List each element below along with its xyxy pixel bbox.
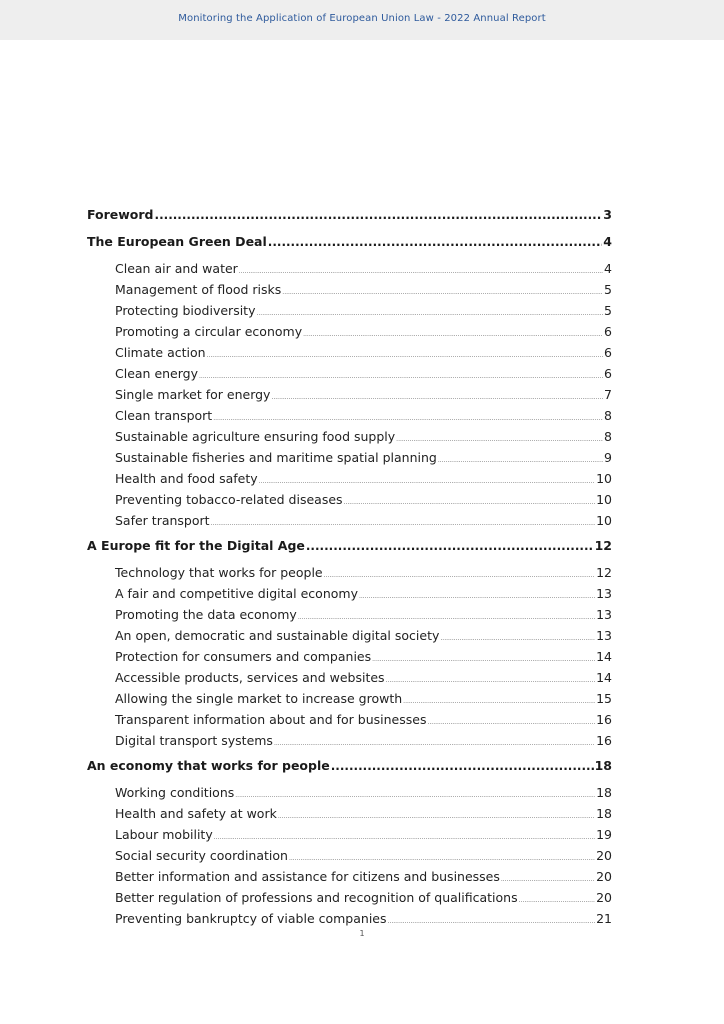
toc-section-title: Social security coordination: [115, 848, 288, 863]
toc-section-entry[interactable]: [87, 405, 612, 426]
toc-chapter-title: An economy that works for people: [87, 758, 330, 773]
toc-section-title: Working conditions: [115, 785, 235, 800]
dot-leader: [331, 755, 594, 777]
toc-section-entry[interactable]: [87, 824, 612, 845]
toc-section-entry[interactable]: [87, 709, 612, 730]
toc-section-entry[interactable]: [87, 447, 612, 468]
toc-section-title: Clean transport: [115, 408, 213, 423]
toc-chapter-title: The European Green Deal: [87, 234, 267, 249]
toc-section-entry[interactable]: [87, 468, 612, 489]
toc-section-title: Safer transport: [115, 513, 210, 528]
dot-leader: [386, 670, 596, 691]
dot-leader: [344, 492, 596, 513]
toc-section-page: 12: [596, 565, 612, 580]
toc-chapter-entry[interactable]: [87, 755, 612, 776]
dot-leader: [282, 282, 603, 303]
dot-leader: [256, 303, 603, 324]
toc-section-page: 19: [596, 827, 612, 842]
toc-section-entry[interactable]: [87, 625, 612, 646]
toc-section-entry[interactable]: [87, 604, 612, 625]
toc-section-title: Accessible products, services and websites: [115, 670, 385, 685]
toc-section-title: Transparent information about and for businesses: [115, 712, 427, 727]
dot-leader: [155, 204, 603, 226]
toc-section-entry[interactable]: [87, 908, 612, 929]
toc-section-title: Protecting biodiversity: [115, 303, 256, 318]
toc-section-page: 5: [604, 303, 612, 318]
dot-leader: [372, 649, 595, 670]
toc-section-page: 8: [604, 408, 612, 423]
toc-section-entry[interactable]: [87, 782, 612, 803]
toc-section-title: Health and food safety: [115, 471, 258, 486]
toc-section-page: 4: [604, 261, 612, 276]
dot-leader: [303, 324, 603, 345]
toc-section-page: 13: [596, 628, 612, 643]
toc-section-title: Digital transport systems: [115, 733, 273, 748]
toc-section-group: [87, 258, 612, 531]
toc-section-title: Preventing tobacco-related diseases: [115, 492, 343, 507]
toc-section-entry[interactable]: [87, 730, 612, 751]
toc-section-page: 6: [604, 324, 612, 339]
dot-leader: [211, 513, 596, 534]
toc-section-title: An open, democratic and sustainable digital society: [115, 628, 440, 643]
toc-section-page: 7: [604, 387, 612, 402]
toc-section-entry[interactable]: [87, 510, 612, 531]
toc-section-entry[interactable]: [87, 384, 612, 405]
toc-section-entry[interactable]: [87, 258, 612, 279]
toc-section-entry[interactable]: [87, 667, 612, 688]
toc-chapter-entry[interactable]: [87, 535, 612, 556]
dot-leader: [235, 785, 595, 806]
toc-section-title: Health and safety at work: [115, 806, 277, 821]
toc-section-entry[interactable]: [87, 583, 612, 604]
toc-chapter-page: 3: [603, 207, 612, 222]
toc-section-title: Clean energy: [115, 366, 199, 381]
dot-leader: [271, 387, 603, 408]
toc-section-entry[interactable]: [87, 562, 612, 583]
table-of-contents: [87, 204, 612, 933]
dot-leader: [274, 733, 595, 754]
toc-section-page: 6: [604, 366, 612, 381]
dot-leader: [278, 806, 595, 827]
dot-leader: [324, 565, 595, 586]
dot-leader: [359, 586, 595, 607]
toc-section-title: Sustainable agriculture ensuring food supply: [115, 429, 396, 444]
toc-section-page: 20: [596, 890, 612, 905]
toc-section-page: 15: [596, 691, 612, 706]
toc-section-entry[interactable]: [87, 845, 612, 866]
toc-section-entry[interactable]: [87, 803, 612, 824]
toc-section-page: 10: [596, 471, 612, 486]
toc-section-entry[interactable]: [87, 887, 612, 908]
toc-section-title: Technology that works for people: [115, 565, 323, 580]
toc-section-title: Labour mobility: [115, 827, 213, 842]
toc-section-title: Better information and assistance for citizens and businesses: [115, 869, 500, 884]
toc-section-page: 13: [596, 586, 612, 601]
dot-leader: [207, 345, 603, 366]
toc-section-page: 10: [596, 513, 612, 528]
toc-section-page: 6: [604, 345, 612, 360]
page-header: [0, 0, 724, 40]
toc-chapter-entry[interactable]: [87, 204, 612, 225]
toc-section-title: Promoting a circular economy: [115, 324, 303, 339]
toc-section-title: Climate action: [115, 345, 206, 360]
toc-section-group: [87, 782, 612, 929]
toc-chapter-title: A Europe fit for the Digital Age: [87, 538, 305, 553]
toc-section-group: [87, 562, 612, 751]
toc-section-entry[interactable]: [87, 300, 612, 321]
toc-section-entry[interactable]: [87, 646, 612, 667]
toc-section-title: Allowing the single market to increase growth: [115, 691, 403, 706]
toc-section-title: Sustainable fisheries and maritime spatial planning: [115, 450, 437, 465]
toc-chapter-page: 12: [594, 538, 612, 553]
dot-leader: [306, 535, 594, 557]
toc-section-page: 13: [596, 607, 612, 622]
toc-chapter-page: 18: [594, 758, 612, 773]
dot-leader: [268, 231, 603, 253]
toc-section-entry[interactable]: [87, 426, 612, 447]
toc-section-title: Management of flood risks: [115, 282, 282, 297]
toc-section-title: Promoting the data economy: [115, 607, 297, 622]
toc-section-page: 20: [596, 869, 612, 884]
toc-section-page: 10: [596, 492, 612, 507]
dot-leader: [239, 261, 603, 282]
dot-leader: [403, 691, 595, 712]
toc-section-page: 18: [596, 785, 612, 800]
report-title: Monitoring the Application of European Union Law - 2022 Annual Report: [178, 13, 546, 24]
dot-leader: [427, 712, 595, 733]
dot-leader: [440, 628, 595, 649]
toc-section-title: Preventing bankruptcy of viable companies: [115, 911, 387, 926]
toc-section-entry[interactable]: [87, 866, 612, 887]
toc-section-entry[interactable]: [87, 688, 612, 709]
toc-chapter-title: Foreword: [87, 207, 154, 222]
page-number: 1: [359, 929, 365, 938]
toc-section-page: 20: [596, 848, 612, 863]
toc-section-page: 21: [596, 911, 612, 926]
toc-section-page: 18: [596, 806, 612, 821]
toc-section-page: 16: [596, 733, 612, 748]
toc-section-entry[interactable]: [87, 342, 612, 363]
toc-section-entry[interactable]: [87, 363, 612, 384]
toc-section-page: 8: [604, 429, 612, 444]
toc-section-page: 14: [596, 649, 612, 664]
toc-chapter-entry[interactable]: [87, 231, 612, 252]
toc-section-entry[interactable]: [87, 321, 612, 342]
toc-section-entry[interactable]: [87, 489, 612, 510]
toc-section-page: 9: [604, 450, 612, 465]
toc-section-title: Single market for energy: [115, 387, 271, 402]
toc-section-page: 14: [596, 670, 612, 685]
dot-leader: [519, 890, 595, 911]
toc-section-title: Better regulation of professions and recognition of qualifications: [115, 890, 518, 905]
dot-leader: [438, 450, 603, 471]
toc-section-title: Clean air and water: [115, 261, 238, 276]
toc-section-title: A fair and competitive digital economy: [115, 586, 358, 601]
toc-section-page: 5: [604, 282, 612, 297]
toc-section-page: 16: [596, 712, 612, 727]
toc-chapter-page: 4: [603, 234, 612, 249]
toc-section-title: Protection for consumers and companies: [115, 649, 372, 664]
toc-section-entry[interactable]: [87, 279, 612, 300]
